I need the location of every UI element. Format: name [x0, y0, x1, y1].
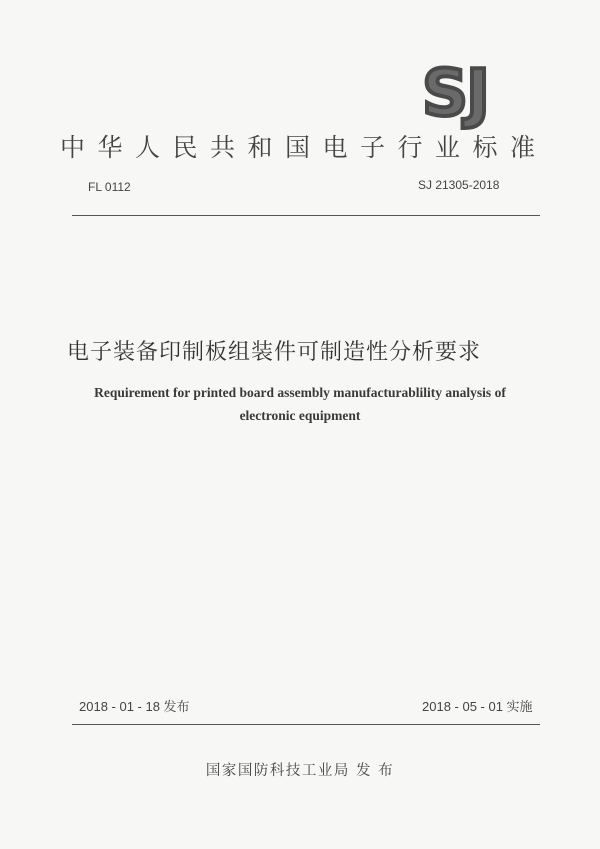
document-title-english — [60, 381, 540, 427]
top-divider — [72, 215, 540, 216]
classification-code: FL 0112 — [88, 180, 131, 194]
sj-logo: SJ — [422, 57, 488, 131]
document-title-chinese: 电子装备印制板组装件可制造性分析要求 — [67, 340, 482, 365]
english-title-line-1: Requirement for printed board assembly manufacturablility analysis of — [94, 385, 506, 400]
implementation-date: 2018 - 05 - 01 实施 — [422, 699, 533, 714]
english-title-line-2: electronic equipment — [239, 408, 361, 423]
standard-organization: 中华人民共和国电子行业标准 — [60, 133, 548, 162]
bottom-divider — [72, 724, 540, 725]
issue-date: 2018 - 01 - 18 发布 — [79, 699, 190, 714]
standard-number: SJ 21305-2018 — [418, 178, 500, 192]
publisher: 国家国防科技工业局 发 布 — [205, 763, 395, 779]
